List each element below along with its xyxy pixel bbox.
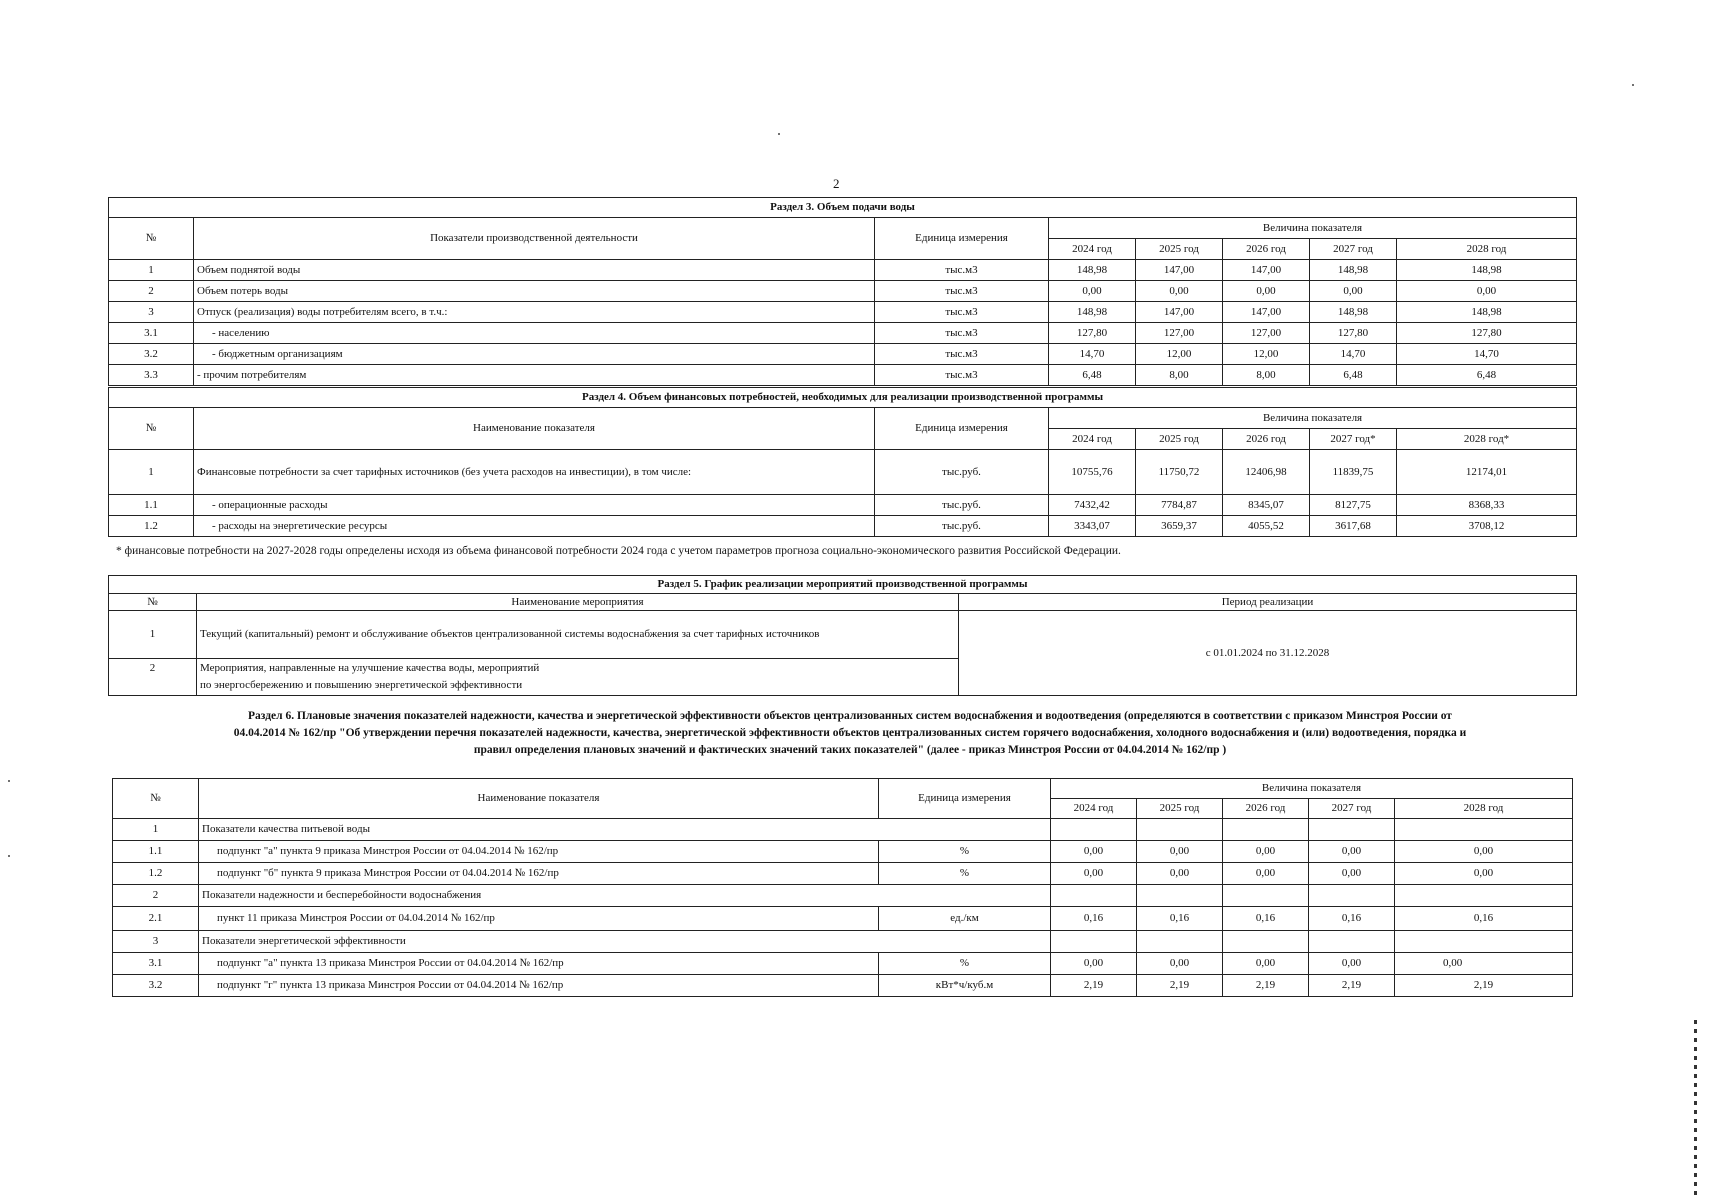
value-cell: 8,00 <box>1136 365 1223 386</box>
col-no: № <box>109 218 194 260</box>
row-number: 1 <box>113 819 199 841</box>
value-cell: 0,00 <box>1137 953 1223 975</box>
table-row <box>113 863 1573 885</box>
year-header: 2027 год <box>1310 239 1397 260</box>
value-cell: 127,00 <box>1136 323 1223 344</box>
row-unit: % <box>879 953 1051 975</box>
empty-cell <box>1051 819 1137 841</box>
value-cell: 6,48 <box>1397 365 1577 386</box>
table-row <box>109 611 1577 659</box>
section6-heading-line: правил определения плановых значений и фактических значений таких показателей" (далее - приказ Минстроя России от 04.04.2014 № 162/пр ) <box>473 744 1227 756</box>
table-row <box>113 841 1573 863</box>
year-header: 2025 год <box>1136 239 1223 260</box>
empty-cell <box>1223 931 1309 953</box>
value-cell: 12,00 <box>1136 344 1223 365</box>
empty-cell <box>1137 885 1223 907</box>
value-cell: 0,00 <box>1309 863 1395 885</box>
row-number: 2 <box>109 659 197 696</box>
row-name: - операционные расходы <box>194 495 875 516</box>
empty-cell <box>1051 885 1137 907</box>
table-row <box>109 450 1577 495</box>
value-cell: 0,16 <box>1051 907 1137 931</box>
period-cell: с 01.01.2024 по 31.12.2028 <box>959 611 1577 696</box>
year-header: 2028 год <box>1395 799 1573 819</box>
row-unit: % <box>879 841 1051 863</box>
row-unit: кВт*ч/куб.м <box>879 975 1051 997</box>
value-cell: 14,70 <box>1310 344 1397 365</box>
year-header: 2024 год <box>1049 239 1136 260</box>
year-header: 2027 год <box>1309 799 1395 819</box>
value-cell: 8368,33 <box>1397 495 1577 516</box>
table-row <box>113 885 1573 907</box>
row-number: 3.1 <box>113 953 199 975</box>
row-name: подпункт "г" пункта 13 приказа Минстроя России от 04.04.2014 № 162/пр <box>199 975 879 997</box>
row-name: Объем поднятой воды <box>194 260 875 281</box>
table-row <box>109 365 1577 386</box>
row-name <box>197 659 959 696</box>
empty-cell <box>1137 931 1223 953</box>
row-unit: тыс.м3 <box>875 323 1049 344</box>
value-cell: 147,00 <box>1223 260 1310 281</box>
row-unit: тыс.руб. <box>875 450 1049 495</box>
value-cell: 0,00 <box>1309 953 1395 975</box>
scan-edge-marks <box>1694 1020 1697 1200</box>
table-row <box>113 931 1573 953</box>
row-number: 2 <box>113 885 199 907</box>
table-row <box>109 281 1577 302</box>
empty-cell <box>1137 819 1223 841</box>
value-cell: 2,19 <box>1137 975 1223 997</box>
value-cell: 0,00 <box>1051 841 1137 863</box>
row-name: Отпуск (реализация) воды потребителям всего, в т.ч.: <box>194 302 875 323</box>
row-name: - расходы на энергетические ресурсы <box>194 516 875 537</box>
value-cell: 147,00 <box>1136 260 1223 281</box>
section4-title: Раздел 4. Объем финансовых потребностей, необходимых для реализации производственной программы <box>109 388 1577 408</box>
value-cell: 148,98 <box>1049 260 1136 281</box>
col-period: Период реализации <box>959 594 1577 611</box>
year-header: 2024 год <box>1051 799 1137 819</box>
group-name: Показатели надежности и бесперебойности водоснабжения <box>199 885 1051 907</box>
section6-heading-line: 04.04.2014 № 162/пр "Об утверждении перечня показателей надежности, качества, энергетической эффективности объектов централизованных систем горячего водоснабжения, холодного водоснабжения и (или) водоотведения, порядка и <box>233 727 1467 739</box>
value-cell: 8127,75 <box>1310 495 1397 516</box>
value-cell: 148,98 <box>1049 302 1136 323</box>
year-header: 2026 год <box>1223 239 1310 260</box>
value-cell: 3617,68 <box>1310 516 1397 537</box>
empty-cell <box>1395 819 1573 841</box>
empty-cell <box>1223 819 1309 841</box>
year-header: 2026 год <box>1223 799 1309 819</box>
row-number: 3.2 <box>113 975 199 997</box>
row-number: 1.2 <box>109 516 194 537</box>
empty-cell <box>1309 931 1395 953</box>
section3-table <box>108 197 1577 386</box>
value-cell: 148,98 <box>1397 260 1577 281</box>
value-cell: 127,00 <box>1223 323 1310 344</box>
empty-cell <box>1309 819 1395 841</box>
value-cell: 0,00 <box>1223 863 1309 885</box>
value-cell: 147,00 <box>1223 302 1310 323</box>
row-number: 1.1 <box>113 841 199 863</box>
value-cell: 7784,87 <box>1136 495 1223 516</box>
value-cell: 6,48 <box>1049 365 1136 386</box>
value-cell: 0,00 <box>1137 841 1223 863</box>
year-header: 2027 год* <box>1310 429 1397 450</box>
row-number: 3.3 <box>109 365 194 386</box>
row-unit: тыс.м3 <box>875 260 1049 281</box>
row-number: 1.1 <box>109 495 194 516</box>
year-header: 2024 год <box>1049 429 1136 450</box>
value-cell: 0,00 <box>1136 281 1223 302</box>
row-name-line: Мероприятия, направленные на улучшение качества воды, мероприятий <box>200 662 540 674</box>
value-cell: 0,16 <box>1309 907 1395 931</box>
value-cell: 12406,98 <box>1223 450 1310 495</box>
table-row <box>113 953 1573 975</box>
page-number: 2 <box>833 176 840 191</box>
row-name: Объем потерь воды <box>194 281 875 302</box>
col-unit: Единица измерения <box>875 408 1049 450</box>
row-unit: тыс.м3 <box>875 344 1049 365</box>
value-cell: 148,98 <box>1310 260 1397 281</box>
row-number: 1 <box>109 260 194 281</box>
col-name: Наименование показателя <box>199 779 879 819</box>
value-cell: 4055,52 <box>1223 516 1310 537</box>
row-name: подпункт "а" пункта 9 приказа Минстроя России от 04.04.2014 № 162/пр <box>199 841 879 863</box>
row-name: пункт 11 приказа Минстроя России от 04.04.2014 № 162/пр <box>199 907 879 931</box>
section5-title: Раздел 5. График реализации мероприятий производственной программы <box>109 576 1577 594</box>
value-cell: 0,16 <box>1223 907 1309 931</box>
value-cell: 0,16 <box>1395 907 1573 931</box>
row-name: подпункт "а" пункта 13 приказа Минстроя России от 04.04.2014 № 162/пр <box>199 953 879 975</box>
row-unit: ед./км <box>879 907 1051 931</box>
row-name: - прочим потребителям <box>194 365 875 386</box>
value-cell: 127,80 <box>1049 323 1136 344</box>
row-unit: тыс.м3 <box>875 281 1049 302</box>
section6-heading <box>120 708 1580 759</box>
col-name: Наименование мероприятия <box>197 594 959 611</box>
col-name: Наименование показателя <box>194 408 875 450</box>
value-cell: 6,48 <box>1310 365 1397 386</box>
row-number: 3 <box>113 931 199 953</box>
value-cell: 7432,42 <box>1049 495 1136 516</box>
section5-table <box>108 575 1577 696</box>
row-number: 1 <box>109 611 197 659</box>
value-cell: 2,19 <box>1395 975 1573 997</box>
row-number: 3.1 <box>109 323 194 344</box>
year-header: 2026 год <box>1223 429 1310 450</box>
value-cell: 0,00 <box>1051 953 1137 975</box>
scan-speck <box>1632 84 1634 86</box>
scan-speck <box>8 780 10 782</box>
value-cell: 10755,76 <box>1049 450 1136 495</box>
row-number: 2 <box>109 281 194 302</box>
col-no: № <box>113 779 199 819</box>
row-number: 1.2 <box>113 863 199 885</box>
table-row <box>113 819 1573 841</box>
group-name: Показатели качества питьевой воды <box>199 819 1051 841</box>
row-name: - бюджетным организациям <box>194 344 875 365</box>
value-cell: 148,98 <box>1310 302 1397 323</box>
row-number: 3.2 <box>109 344 194 365</box>
section4-table <box>108 387 1577 537</box>
value-cell: 3708,12 <box>1397 516 1577 537</box>
row-unit: тыс.руб. <box>875 516 1049 537</box>
row-number: 1 <box>109 450 194 495</box>
value-cell: 12,00 <box>1223 344 1310 365</box>
col-unit: Единица измерения <box>879 779 1051 819</box>
row-name: - населению <box>194 323 875 344</box>
table-row <box>109 344 1577 365</box>
year-header: 2028 год* <box>1397 429 1577 450</box>
table-row <box>109 302 1577 323</box>
value-cell: 127,80 <box>1397 323 1577 344</box>
scan-speck <box>8 855 10 857</box>
value-cell: 0,00 <box>1049 281 1136 302</box>
empty-cell <box>1309 885 1395 907</box>
value-cell: 0,00 <box>1223 953 1309 975</box>
scan-speck <box>778 133 780 135</box>
row-name: подпункт "б" пункта 9 приказа Минстроя России от 04.04.2014 № 162/пр <box>199 863 879 885</box>
table-row <box>113 975 1573 997</box>
value-cell: 3343,07 <box>1049 516 1136 537</box>
value-cell: 11839,75 <box>1310 450 1397 495</box>
value-cell: 0,00 <box>1395 953 1573 975</box>
row-unit: тыс.м3 <box>875 365 1049 386</box>
col-value: Величина показателя <box>1049 408 1577 429</box>
row-unit: тыс.руб. <box>875 495 1049 516</box>
col-value: Величина показателя <box>1051 779 1573 799</box>
value-cell: 12174,01 <box>1397 450 1577 495</box>
value-cell: 8345,07 <box>1223 495 1310 516</box>
col-value: Величина показателя <box>1049 218 1577 239</box>
year-header: 2025 год <box>1137 799 1223 819</box>
table-row <box>109 323 1577 344</box>
value-cell: 148,98 <box>1397 302 1577 323</box>
row-name: Текущий (капитальный) ремонт и обслуживание объектов централизованной системы водоснабжения за счет тарифных источников <box>197 611 959 659</box>
empty-cell <box>1395 931 1573 953</box>
col-no: № <box>109 594 197 611</box>
value-cell: 14,70 <box>1049 344 1136 365</box>
row-name-line: по энергосбережению и повышению энергетической эффективности <box>200 679 523 691</box>
row-number: 3 <box>109 302 194 323</box>
year-header: 2025 год <box>1136 429 1223 450</box>
value-cell: 0,00 <box>1137 863 1223 885</box>
table-row <box>109 495 1577 516</box>
value-cell: 2,19 <box>1223 975 1309 997</box>
row-unit: % <box>879 863 1051 885</box>
empty-cell <box>1223 885 1309 907</box>
table-row <box>113 907 1573 931</box>
value-cell: 11750,72 <box>1136 450 1223 495</box>
empty-cell <box>1051 931 1137 953</box>
value-cell: 8,00 <box>1223 365 1310 386</box>
value-cell: 0,00 <box>1397 281 1577 302</box>
empty-cell <box>1395 885 1573 907</box>
row-unit: тыс.м3 <box>875 302 1049 323</box>
year-header: 2028 год <box>1397 239 1577 260</box>
value-cell: 0,00 <box>1309 841 1395 863</box>
group-name: Показатели энергетической эффективности <box>199 931 1051 953</box>
value-cell: 127,80 <box>1310 323 1397 344</box>
value-cell: 0,16 <box>1137 907 1223 931</box>
row-number: 2.1 <box>113 907 199 931</box>
col-name: Показатели производственной деятельности <box>194 218 875 260</box>
value-cell: 0,00 <box>1395 841 1573 863</box>
col-unit: Единица измерения <box>875 218 1049 260</box>
value-cell: 147,00 <box>1136 302 1223 323</box>
value-cell: 3659,37 <box>1136 516 1223 537</box>
value-cell: 14,70 <box>1397 344 1577 365</box>
col-no: № <box>109 408 194 450</box>
value-cell: 2,19 <box>1051 975 1137 997</box>
value-cell: 0,00 <box>1395 863 1573 885</box>
value-cell: 0,00 <box>1223 281 1310 302</box>
table-row <box>109 260 1577 281</box>
table-row <box>109 516 1577 537</box>
value-cell: 2,19 <box>1309 975 1395 997</box>
value-cell: 0,00 <box>1051 863 1137 885</box>
value-cell: 0,00 <box>1310 281 1397 302</box>
section3-title: Раздел 3. Объем подачи воды <box>109 198 1577 218</box>
row-name: Финансовые потребности за счет тарифных источников (без учета расходов на инвестиции), в том числе: <box>194 450 875 495</box>
value-cell: 0,00 <box>1223 841 1309 863</box>
footnote: * финансовые потребности на 2027-2028 годы определены исходя из объема финансовой потребности 2024 года с учетом параметров прогноза социально-экономического развития Российской Федерации. <box>116 545 1121 557</box>
section6-table <box>112 778 1573 997</box>
section6-heading-line: Раздел 6. Плановые значения показателей надежности, качества и энергетической эффективности объектов централизованных систем водоснабжения и водоотведения (определяются в соответствии с приказом Минстроя России от <box>248 710 1452 722</box>
